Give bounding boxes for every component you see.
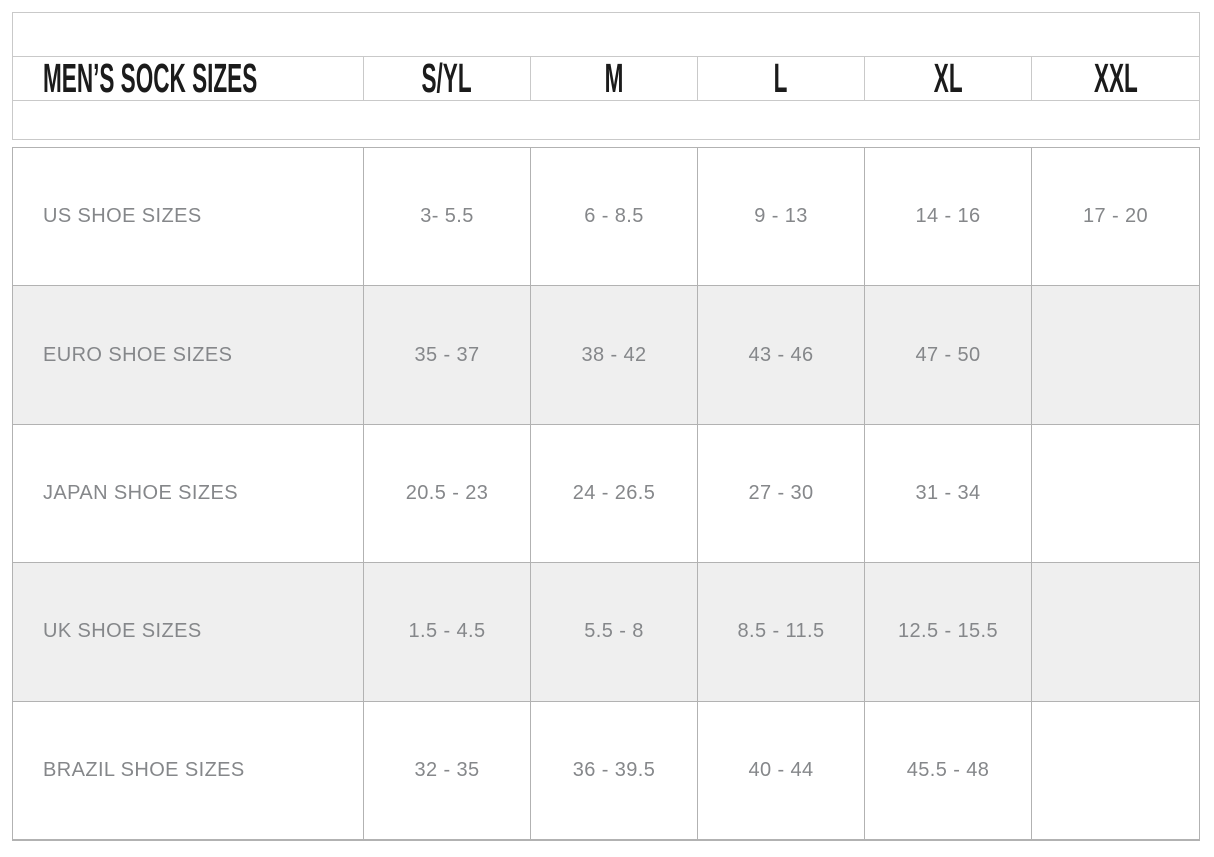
size-value-cell: 6 - 8.5 — [531, 148, 698, 285]
size-value-cell: 45.5 - 48 — [865, 702, 1032, 839]
row-label: EURO SHOE SIZES — [13, 286, 364, 423]
size-value-cell: 47 - 50 — [865, 286, 1032, 423]
size-header-m-label: M — [604, 57, 624, 100]
table-title: MEN’S SOCK SIZES — [43, 57, 258, 100]
size-value-cell — [1032, 563, 1199, 700]
table-title-cell — [13, 57, 364, 100]
size-value-cell: 35 - 37 — [364, 286, 531, 423]
table-row-brazil — [13, 702, 1199, 839]
size-value-cell: 14 - 16 — [865, 148, 1032, 285]
size-header-m — [531, 57, 698, 100]
header-bottom-strip — [13, 101, 1199, 139]
table-row-japan — [13, 425, 1199, 563]
size-value-cell: 3- 5.5 — [364, 148, 531, 285]
size-value-cell — [1032, 425, 1199, 562]
sock-size-table — [12, 147, 1200, 841]
size-value-cell — [1032, 702, 1199, 839]
size-value-cell: 17 - 20 — [1082, 205, 1149, 228]
table-row-uk — [13, 563, 1199, 701]
size-value-cell: 38 - 42 — [531, 286, 698, 423]
size-header-xxl — [1032, 57, 1199, 100]
size-value-cell: 32 - 35 — [364, 702, 531, 839]
header-top-strip — [13, 13, 1199, 57]
size-value-cell: 27 - 30 — [698, 425, 865, 562]
row-label: JAPAN SHOE SIZES — [13, 425, 364, 562]
table-header-block — [12, 12, 1200, 140]
size-header-row — [13, 57, 1199, 101]
size-header-xxl-label: XXL — [1093, 57, 1138, 100]
table-row-euro — [13, 286, 1199, 424]
table-row-us — [13, 148, 1199, 286]
row-label: US SHOE SIZES — [13, 148, 364, 285]
size-value-cell: 24 - 26.5 — [531, 425, 698, 562]
row-label: UK SHOE SIZES — [13, 563, 364, 700]
size-value-cell: 9 - 13 — [698, 148, 865, 285]
size-header-syl-label: S/YL — [421, 57, 473, 100]
size-value-cell: 40 - 44 — [698, 702, 865, 839]
size-value-cell: 1.5 - 4.5 — [364, 563, 531, 700]
size-value-cell: 31 - 34 — [865, 425, 1032, 562]
size-header-syl — [364, 57, 531, 100]
size-value-cell — [1032, 286, 1199, 423]
size-header-l — [698, 57, 865, 100]
size-header-l-label: L — [774, 57, 788, 100]
size-value-cell: 8.5 - 11.5 — [698, 563, 865, 700]
size-value-cell: 43 - 46 — [698, 286, 865, 423]
size-value-cell: 12.5 - 15.5 — [865, 563, 1032, 700]
row-label: BRAZIL SHOE SIZES — [13, 702, 364, 839]
size-header-xl-label: XL — [933, 57, 963, 100]
size-value-cell: 5.5 - 8 — [531, 563, 698, 700]
size-value-cell: 36 - 39.5 — [531, 702, 698, 839]
size-header-xl — [865, 57, 1032, 100]
size-value-cell: 20.5 - 23 — [364, 425, 531, 562]
